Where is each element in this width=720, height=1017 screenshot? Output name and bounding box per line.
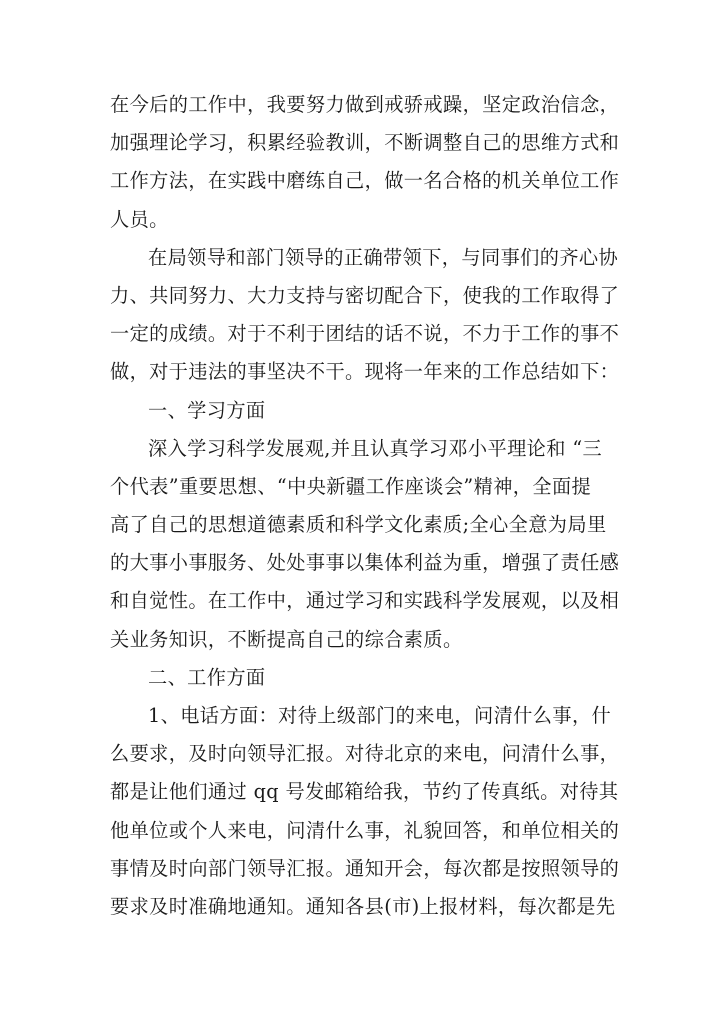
section-heading: 二、工作方面: [148, 665, 266, 689]
text-line: 要求及时准确地通知。通知各县(市)上报材料，每次都是先: [110, 894, 616, 918]
text-line: 在今后的工作中，我要努力做到戒骄戒躁，坚定政治信念，: [110, 93, 620, 116]
text-line: 个代表”重要思想、“中央新疆工作座谈会”精神，全面提: [110, 474, 592, 498]
text-line: 力、共同努力、大力支持与密切配合下，使我的工作取得了: [110, 283, 620, 307]
document-body: [110, 86, 620, 926]
text-line: 和自觉性。在工作中，通过学习和实践科学发展观，以及相: [110, 589, 620, 613]
text-line: 么要求，及时向领导汇报。对待北京的来电，问清什么事，: [110, 742, 620, 766]
text-line: 一定的成绩。对于不利于团结的话不说，不力于工作的事不: [110, 322, 620, 346]
text-line: 做，对于违法的事坚决不干。现将一年来的工作总结如下：: [110, 360, 620, 384]
text-line: 在局领导和部门领导的正确带领下，与同事们的齐心协: [148, 245, 619, 269]
text-line: 的大事小事服务、处处事事以集体利益为重，增强了责任感: [110, 551, 620, 575]
text-line: 都是让他们通过 qq 号发邮箱给我，节约了传真纸。对待其: [110, 780, 619, 804]
text-line: 加强理论学习，积累经验教训，不断调整自己的思维方式和: [110, 131, 620, 155]
text-line: 工作方法，在实践中磨练自己，做一名合格的机关单位工作: [110, 169, 620, 193]
text-line: 深入学习科学发展观,并且认真学习邓小平理论和 “三: [148, 436, 603, 460]
text-line: 人员。: [110, 207, 169, 231]
text-line: 1、电话方面：对待上级部门的来电，问清什么事，什: [148, 704, 612, 727]
section-heading: 一、学习方面: [148, 398, 266, 422]
text-line: 高了自己的思想道德素质和科学文化素质;全心全意为局里: [110, 513, 607, 537]
text-line: 他单位或个人来电，问清什么事，礼貌回答，和单位相关的: [110, 818, 620, 842]
text-line: 事情及时向部门领导汇报。通知开会，每次都是按照领导的: [110, 856, 620, 880]
text-line: 关业务知识，不断提高自己的综合素质。: [110, 627, 463, 651]
